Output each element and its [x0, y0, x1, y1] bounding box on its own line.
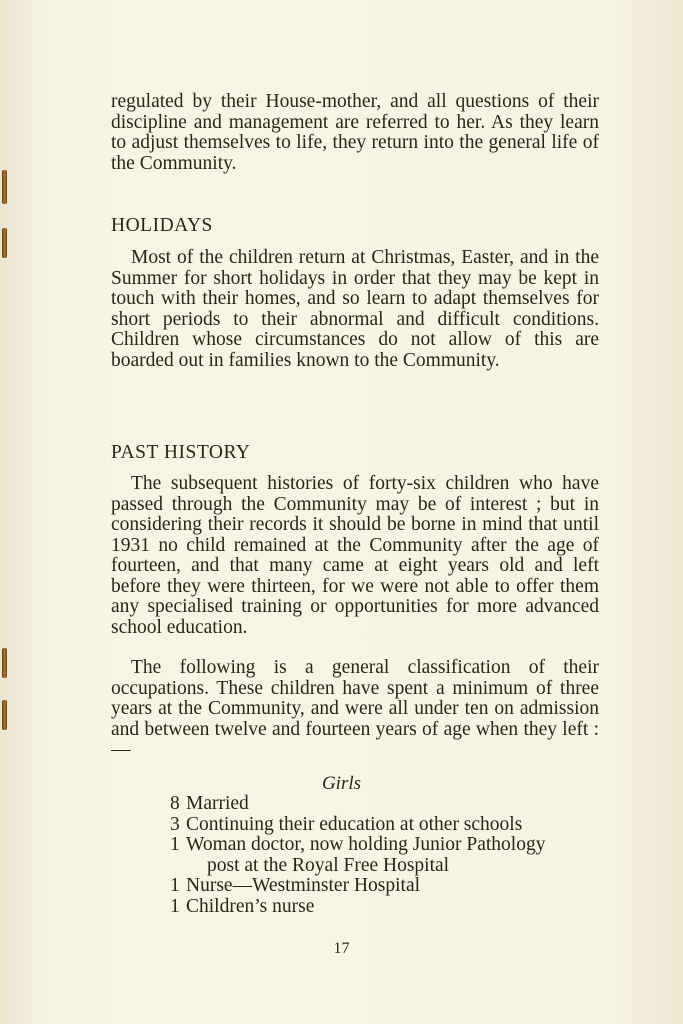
list-item-count: 1 [170, 875, 180, 896]
page-number: 17 [333, 940, 350, 957]
binding-staple-4 [2, 700, 7, 730]
girls-heading: Girls [321, 773, 362, 794]
list-item-text: Continuing their education at other schools [186, 813, 523, 835]
list-item-count: 3 [170, 813, 180, 835]
intro-paragraph-block [111, 92, 599, 174]
list-item [170, 794, 610, 815]
list-item-count: 1 [170, 895, 180, 917]
past-history-paragraph-1: The subsequent histories of forty-six children who have passed through the Community may be of interest ; but in considering their records it should be borne in mind that until 1931 no child remained at the Community after the age of fourteen, and that many came at eight years old and left before they were thirteen, for we were not able to offer them any specialised training or opportunities for more advanced school education. [111, 473, 599, 638]
list-item-text: Children’s nurse [186, 895, 315, 917]
holidays-paragraph: Most of the children return at Christmas, Easter, and in the Summer for short holidays in order that they may be kept in touch with their homes, and so learn to adapt themselves for short periods to their abnormal and difficult conditions. Children whose circumstances do not allow of this are boarded out in families known to the Community. [111, 247, 599, 371]
list-item-text: Nurse—Westminster Hospital [186, 875, 421, 896]
intro-paragraph: regulated by their House-mother, and all questions of their discipline and management are referred to her. As they learn to adjust themselves to life, they return into the general life of the Community. [111, 91, 599, 174]
holidays-paragraph-block [111, 248, 599, 371]
binding-staple-2 [2, 228, 7, 258]
list-item-text: Woman doctor, now holding Junior Pathology [186, 834, 546, 855]
list-item [170, 897, 610, 918]
binding-staple-3 [2, 648, 7, 678]
binding-staple-1 [2, 170, 7, 204]
list-item [170, 876, 610, 897]
past-history-heading: PAST HISTORY [111, 442, 251, 463]
list-item-count: 8 [170, 793, 180, 814]
list-item [170, 815, 610, 836]
list-item-count: 1 [170, 834, 180, 855]
girls-occupation-list [170, 794, 610, 917]
list-item-continuation: post at the Royal Free Hospital [207, 854, 450, 876]
past-history-paragraph-2: The following is a general classification of their occupations. These children have spent a minimum of three years at the Community, and were all under ten on admission and between twelve and fourteen years of age when they left :— [111, 657, 599, 760]
list-item [170, 835, 610, 856]
holidays-heading: HOLIDAYS [111, 215, 213, 236]
past-history-paragraph-2-block [111, 658, 599, 761]
list-item-text: Married [186, 793, 249, 814]
past-history-paragraph-1-block [111, 474, 599, 638]
